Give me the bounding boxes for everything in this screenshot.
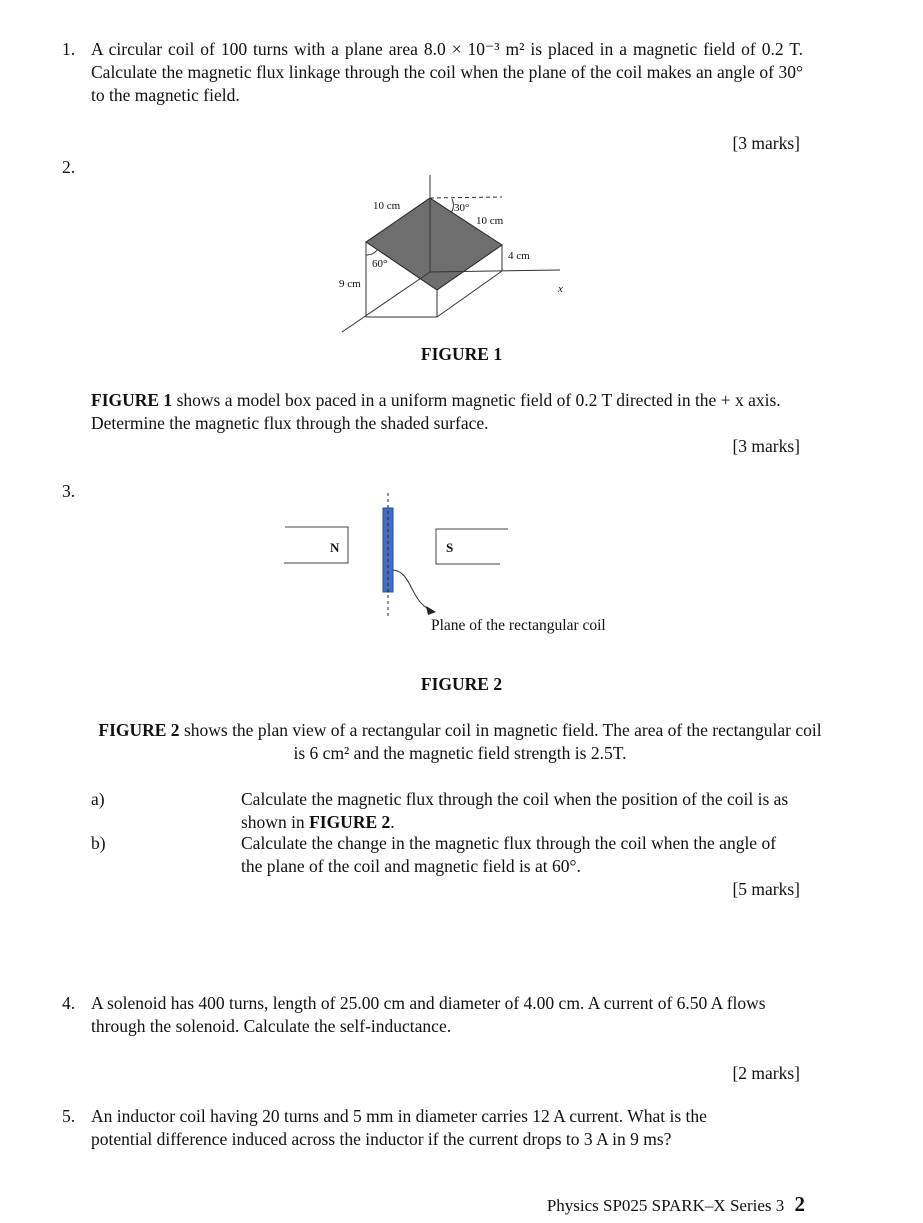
figure-1-label-top-left: 10 cm [373, 200, 401, 212]
south-pole-text: S [446, 540, 454, 555]
part-a-ref: FIGURE 2 [309, 812, 391, 832]
footer [547, 1193, 805, 1217]
question-2-body: shows a model box paced in a uniform magnetic field of 0.2 T directed in the + x axis. Determine the magnetic flux through the shaded surface. [91, 390, 781, 433]
question-5-text: An inductor coil having 20 turns and 5 mm in diameter carries 12 A current. What is the potential difference induced across the inductor if the current drops to 3 A in 9 ms? [91, 1106, 707, 1149]
question-4-marks: [2 marks] [732, 1063, 800, 1083]
footer-text: Physics SP025 SPARK–X Series 3 [546, 1196, 785, 1215]
question-4-text: A solenoid has 400 turns, length of 25.00 cm and diameter of 4.00 cm. A current of 6.50 A flows through the solenoid. Calculate the self-inductance. [91, 993, 766, 1036]
question-3-number: 3. [62, 481, 76, 501]
question-2-text [91, 389, 781, 435]
figure-1-label-left-height: 9 cm [339, 278, 361, 290]
south-pole-label [446, 536, 453, 559]
question-2-number: 2. [62, 157, 76, 177]
question-3-text [95, 719, 825, 765]
figure-2-caption [0, 673, 923, 696]
figure-2-caption-text: FIGURE 2 [420, 674, 503, 694]
part-a-label: a) [91, 789, 105, 809]
part-a-body: Calculate the magnetic flux through the coil when the position of the coil is as shown in [241, 789, 789, 832]
question-4-number: 4. [62, 993, 76, 1013]
question-1-text: A circular coil of 100 turns with a plane area 8.0 × 10⁻³ m² is placed in a magnetic field of 0.2 T. Calculate the magnetic flux linkage through the coil when the plane of the coil makes an angle of 30° to the magnetic field. [91, 39, 803, 105]
figure-1-label-right-height: 4 cm [508, 250, 530, 262]
north-pole-text: N [330, 540, 340, 555]
question-3-marks: [5 marks] [732, 879, 800, 899]
question-1-marks: [3 marks] [732, 133, 800, 153]
question-5-number: 5. [62, 1106, 76, 1126]
figure-2-ref: FIGURE 2 [98, 720, 180, 740]
question-1-number: 1. [62, 39, 76, 59]
north-pole-label [330, 536, 339, 559]
part-b-label: b) [91, 833, 106, 853]
figure-1-label-angle-top: 30° [454, 202, 470, 214]
coil-label: Plane of the rectangular coil [431, 617, 606, 634]
question-3-body: shows the plan view of a rectangular coil in magnetic field. The area of the rectangular coil is 6 cm² and the magnetic field strength is 2.5T. [179, 720, 822, 763]
question-2-marks: [3 marks] [732, 436, 800, 456]
figure-1-label-top-right: 10 cm [476, 215, 504, 227]
part-b-text: Calculate the change in the magnetic flux through the coil when the angle of the plane of the coil and magnetic field is at 60°. [241, 833, 777, 876]
figure-1-label-axis: x [558, 283, 563, 295]
figure-1-label-angle-left: 60° [372, 258, 388, 270]
figure-1-ref: FIGURE 1 [91, 390, 173, 410]
figure-1-caption-text: FIGURE 1 [420, 344, 503, 364]
part-a-end: . [390, 812, 395, 832]
part-a-text [241, 788, 801, 834]
page-number: 2 [794, 1192, 805, 1216]
figure-1-caption [0, 343, 923, 366]
